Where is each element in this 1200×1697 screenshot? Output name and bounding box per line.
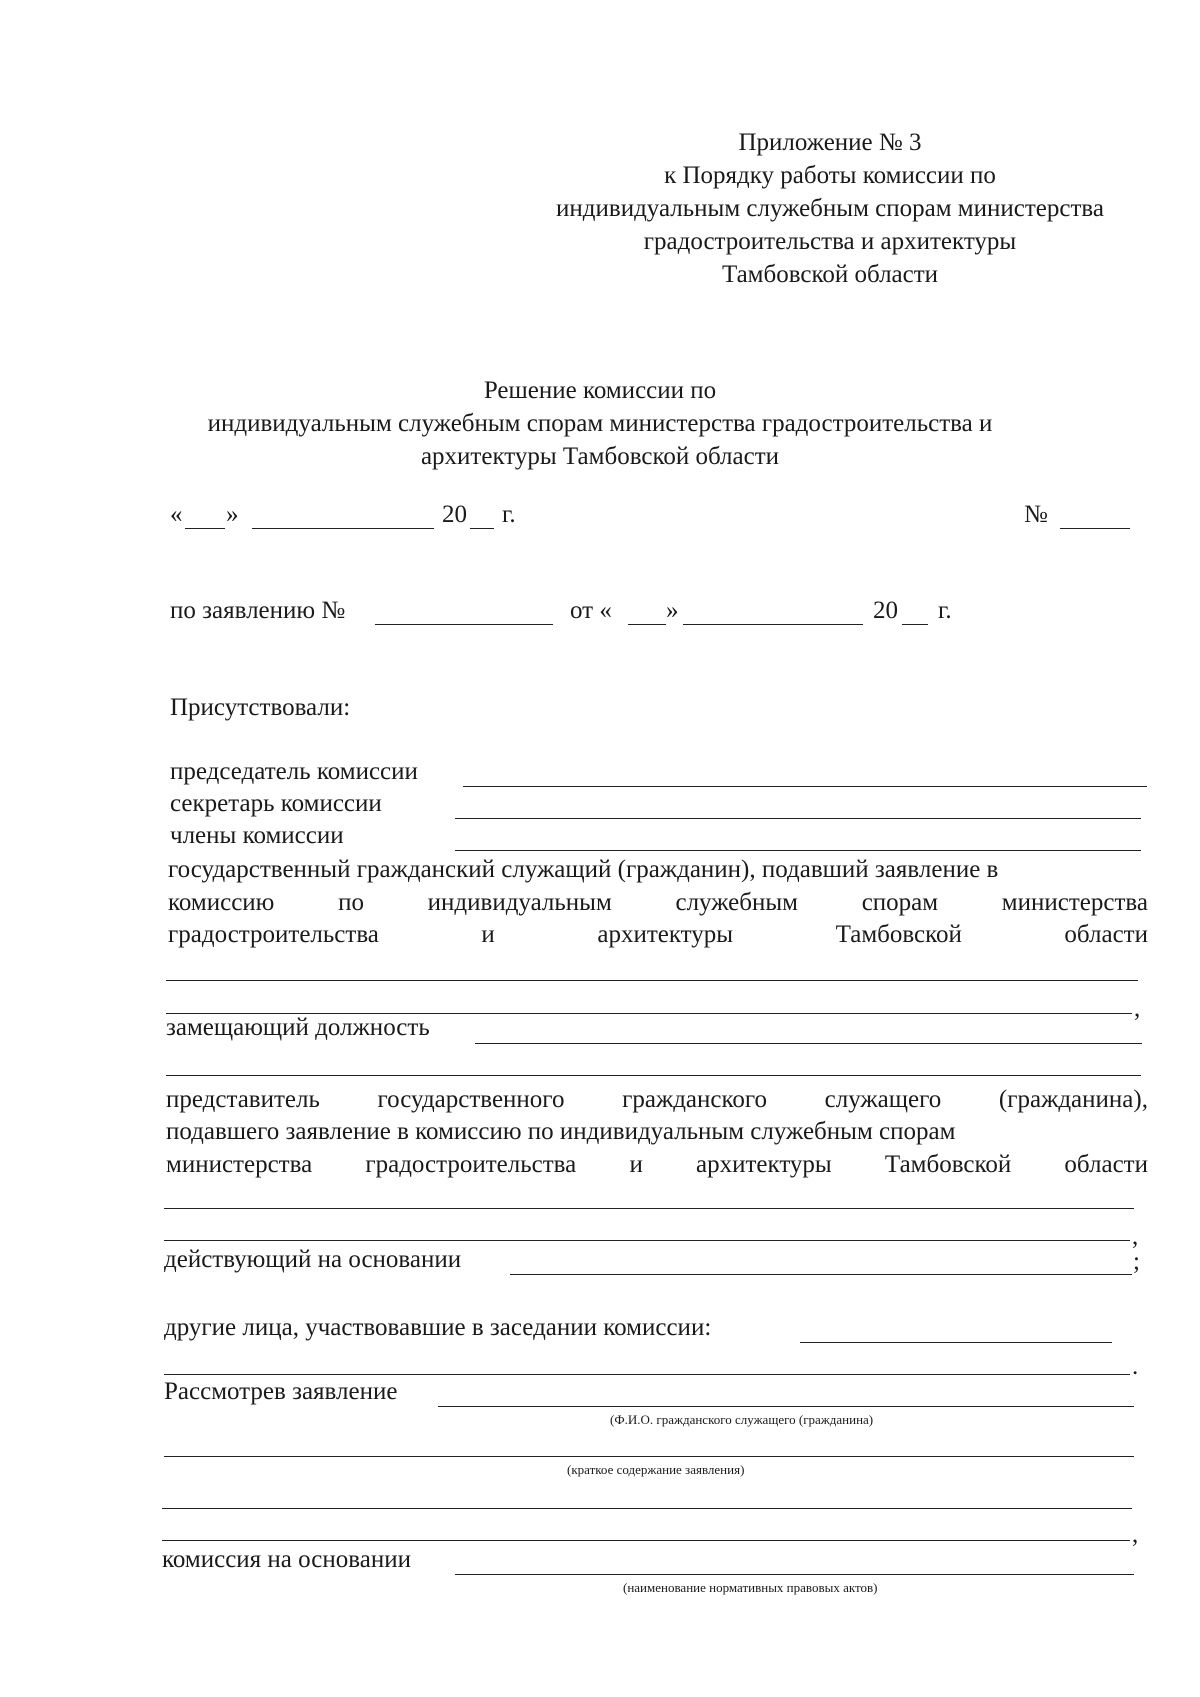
considered-summary-field[interactable] [164,1456,1134,1457]
decision-number-label: № [1024,501,1048,528]
application-year-field[interactable] [902,624,928,625]
position-label: замещающий должность [166,1014,430,1041]
word: государственного [377,1086,565,1113]
members-field[interactable] [455,850,1141,851]
word: министерства [166,1151,313,1178]
considered-summary-field-3[interactable] [162,1540,1130,1541]
position-field[interactable] [475,1043,1142,1044]
title-line: индивидуальным служебным спорам министерства градостроительства и [207,410,993,437]
date-open-quote: « [170,501,183,528]
application-month-field[interactable] [683,624,863,625]
word: по [338,889,364,916]
appendix-line: к Порядку работы комиссии по [664,162,996,189]
basis-acts-field[interactable] [455,1574,1134,1575]
word: градостроительства [365,1151,577,1178]
considered-summary-field-2[interactable] [162,1508,1132,1509]
secretary-field[interactable] [455,818,1141,819]
caption-fio: (Ф.И.О. гражданского служащего (гражданина) [610,1412,874,1427]
others-field-2[interactable] [164,1374,1130,1375]
appendix-line: индивидуальным служебным спорам министерства [556,195,1104,222]
title-line: архитектуры Тамбовской области [420,443,780,470]
word: архитектуры [696,1151,832,1178]
appendix-line: градостроительства и архитектуры [643,228,1017,255]
application-number-field[interactable] [375,624,553,625]
word: Тамбовской [884,1151,1012,1178]
acting-semicolon: ; [1133,1248,1140,1275]
word: индивидуальным [427,889,612,916]
decision-number-field[interactable] [1060,528,1130,529]
application-from: от « [570,597,612,624]
representative-name-field-2[interactable] [164,1240,1130,1241]
others-field[interactable] [800,1342,1112,1343]
application-label: по заявлению № [170,597,346,624]
members-label: члены комиссии [170,822,344,849]
word: служебным [675,889,798,916]
word: и [629,1151,643,1178]
day-field[interactable] [185,528,225,529]
caption-acts: (наименование нормативных правовых актов) [623,1580,878,1595]
servant-line-3 [168,920,1148,950]
servant-comma: , [1134,995,1141,1022]
position-field-2[interactable] [166,1075,1141,1076]
month-field[interactable] [252,528,434,529]
word: служащего [824,1086,942,1113]
caption-summary: (краткое содержание заявления) [567,1462,745,1477]
year-field[interactable] [470,528,494,529]
word: комиссию [168,889,275,916]
considered-label: Рассмотрев заявление [164,1378,398,1405]
word: и [481,921,495,948]
word: области [1064,1151,1148,1178]
date-year: 20 [442,501,467,528]
representative-line-3 [166,1150,1148,1180]
representative-name-field[interactable] [164,1208,1134,1209]
word: представитель [166,1086,320,1113]
date-year-suffix: г. [502,501,516,528]
word: области [1064,921,1148,948]
others-label: другие лица, участвовавшие в заседании комиссии: [164,1314,712,1341]
representative-comma: , [1132,1223,1139,1250]
basis-label: комиссия на основании [162,1546,411,1573]
acting-basis-field[interactable] [510,1274,1132,1275]
appendix-title: Приложение № 3 [738,129,922,156]
servant-line-2 [168,888,1148,918]
servant-name-field[interactable] [166,980,1138,981]
document-title [150,374,1050,473]
appendix-line: Тамбовской области [721,261,939,288]
appendix-header [510,126,1150,291]
present-heading: Присутствовали: [170,694,351,721]
secretary-label: секретарь комиссии [170,790,382,817]
word: градостроительства [168,921,379,948]
others-period: . [1132,1353,1139,1380]
word: гражданского [622,1086,768,1113]
word: архитектуры [597,921,734,948]
date-close-quote: » [226,501,239,528]
word: (гражданина), [998,1086,1148,1113]
considered-fio-field[interactable] [438,1406,1134,1407]
chairman-label: председатель комиссии [170,758,418,785]
representative-line-2: подавшего заявление в комиссию по индивидуальным служебным спорам [166,1118,956,1145]
servant-line-1: государственный гражданский служащий (гражданин), подавший заявление в [168,856,999,883]
considered-comma: , [1132,1521,1139,1548]
application-day-field[interactable] [628,624,666,625]
representative-line-1 [166,1085,1148,1115]
application-close-quote: » [666,597,679,624]
title-line: Решение комиссии по [483,377,717,404]
application-year-suffix: г. [938,597,952,624]
word: Тамбовской [835,921,962,948]
word: министерства [1001,889,1148,916]
word: спорам [861,889,939,916]
chairman-field[interactable] [463,786,1147,787]
acting-label: действующий на основании [164,1246,462,1273]
application-year: 20 [873,597,898,624]
